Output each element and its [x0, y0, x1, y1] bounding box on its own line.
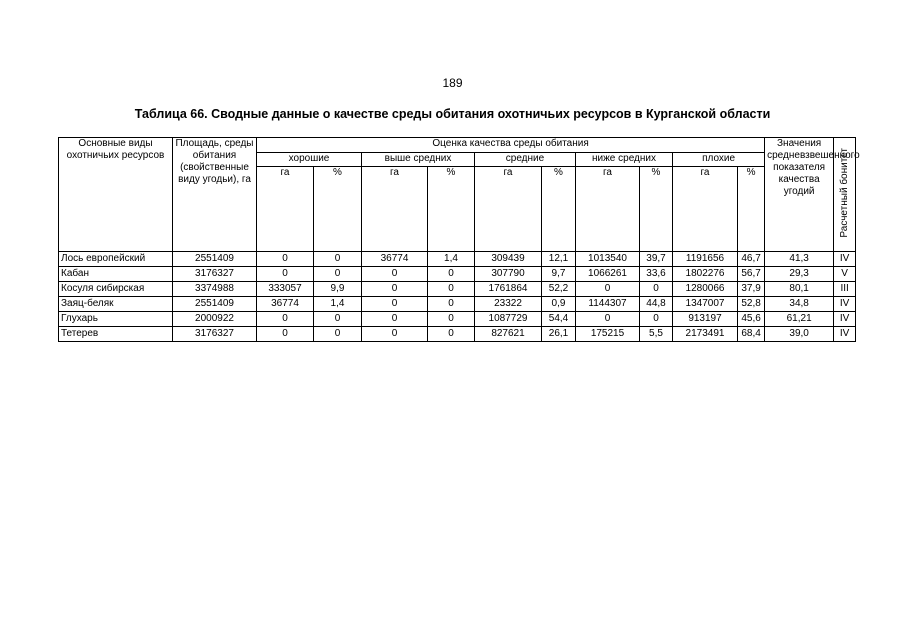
- header-group-bad: плохие: [673, 153, 765, 167]
- header-unit-percent: %: [738, 167, 765, 252]
- cell-bad-ha: 2173491: [673, 327, 738, 342]
- table-row: [59, 252, 856, 267]
- cell-good-pct: 1,4: [314, 297, 362, 312]
- cell-bad-pct: 45,6: [738, 312, 765, 327]
- cell-avg-pct: 0,9: [542, 297, 576, 312]
- cell-below-ha: 0: [576, 282, 640, 297]
- cell-below-ha: 1066261: [576, 267, 640, 282]
- cell-good-ha: 0: [257, 327, 314, 342]
- cell-bonitet: IV: [834, 297, 856, 312]
- cell-bonitet: IV: [834, 327, 856, 342]
- cell-mean: 39,0: [765, 327, 834, 342]
- cell-area: 3176327: [173, 327, 257, 342]
- cell-good-ha: 0: [257, 312, 314, 327]
- cell-avg-pct: 26,1: [542, 327, 576, 342]
- cell-species: Кабан: [59, 267, 173, 282]
- cell-good-pct: 0: [314, 327, 362, 342]
- cell-avg-ha: 23322: [475, 297, 542, 312]
- cell-bad-ha: 1191656: [673, 252, 738, 267]
- cell-good-pct: 9,9: [314, 282, 362, 297]
- cell-species: Лось европейский: [59, 252, 173, 267]
- cell-good-ha: 36774: [257, 297, 314, 312]
- header-unit-percent: %: [428, 167, 475, 252]
- header-area: Площадь, среды обитания (свойственные виду угодьи), га: [173, 138, 257, 252]
- cell-below-ha: 0: [576, 312, 640, 327]
- cell-good-pct: 0: [314, 267, 362, 282]
- cell-above-pct: 0: [428, 297, 475, 312]
- cell-avg-pct: 54,4: [542, 312, 576, 327]
- cell-area: 2000922: [173, 312, 257, 327]
- cell-above-pct: 0: [428, 267, 475, 282]
- cell-good-ha: 333057: [257, 282, 314, 297]
- cell-good-pct: 0: [314, 312, 362, 327]
- header-species: Основные виды охотничьих ресурсов: [59, 138, 173, 252]
- cell-mean: 61,21: [765, 312, 834, 327]
- cell-species: Глухарь: [59, 312, 173, 327]
- header-group-above-average: выше средних: [362, 153, 475, 167]
- header-mean-values: Значения средневзвешенного показателя качества угодий: [765, 138, 834, 252]
- cell-bad-pct: 68,4: [738, 327, 765, 342]
- cell-below-pct: 0: [640, 312, 673, 327]
- cell-avg-pct: 9,7: [542, 267, 576, 282]
- cell-above-ha: 36774: [362, 252, 428, 267]
- cell-bonitet: IV: [834, 252, 856, 267]
- cell-bad-ha: 1347007: [673, 297, 738, 312]
- cell-above-pct: 0: [428, 282, 475, 297]
- cell-avg-ha: 1087729: [475, 312, 542, 327]
- table-title: Таблица 66. Сводные данные о качестве среды обитания охотничьих ресурсов в Курганской области: [134, 107, 771, 121]
- cell-area: 2551409: [173, 252, 257, 267]
- header-group-average: средние: [475, 153, 576, 167]
- cell-below-pct: 44,8: [640, 297, 673, 312]
- cell-above-ha: 0: [362, 327, 428, 342]
- header-bonitet-label: Расчетный бонитет: [838, 147, 850, 238]
- cell-avg-ha: 827621: [475, 327, 542, 342]
- header-unit-ha: га: [673, 167, 738, 252]
- habitat-quality-table: [58, 137, 860, 342]
- cell-above-ha: 0: [362, 297, 428, 312]
- page-number: 189: [442, 76, 463, 90]
- cell-area: 3374988: [173, 282, 257, 297]
- table-row: [59, 297, 856, 312]
- cell-below-ha: 1144307: [576, 297, 640, 312]
- cell-bad-pct: 56,7: [738, 267, 765, 282]
- cell-mean: 41,3: [765, 252, 834, 267]
- cell-bad-pct: 52,8: [738, 297, 765, 312]
- cell-below-pct: 33,6: [640, 267, 673, 282]
- header-unit-percent: %: [314, 167, 362, 252]
- cell-mean: 34,8: [765, 297, 834, 312]
- cell-mean: 80,1: [765, 282, 834, 297]
- cell-avg-ha: 1761864: [475, 282, 542, 297]
- cell-area: 2551409: [173, 297, 257, 312]
- cell-good-pct: 0: [314, 252, 362, 267]
- header-unit-ha: га: [362, 167, 428, 252]
- cell-bad-ha: 913197: [673, 312, 738, 327]
- cell-species: Косуля сибирская: [59, 282, 173, 297]
- header-group-below-average: ниже средних: [576, 153, 673, 167]
- table-body: [59, 252, 856, 342]
- table-row: [59, 282, 856, 297]
- cell-avg-pct: 12,1: [542, 252, 576, 267]
- header-unit-percent: %: [542, 167, 576, 252]
- cell-bad-pct: 46,7: [738, 252, 765, 267]
- cell-above-pct: 0: [428, 327, 475, 342]
- cell-mean: 29,3: [765, 267, 834, 282]
- cell-bad-ha: 1802276: [673, 267, 738, 282]
- header-group-good: хорошие: [257, 153, 362, 167]
- cell-bonitet: V: [834, 267, 856, 282]
- table-row: [59, 312, 856, 327]
- cell-bad-pct: 37,9: [738, 282, 765, 297]
- cell-above-ha: 0: [362, 282, 428, 297]
- cell-below-ha: 1013540: [576, 252, 640, 267]
- table-row: [59, 267, 856, 282]
- cell-species: Тетерев: [59, 327, 173, 342]
- cell-above-pct: 1,4: [428, 252, 475, 267]
- cell-below-pct: 39,7: [640, 252, 673, 267]
- cell-species: Заяц-беляк: [59, 297, 173, 312]
- cell-above-ha: 0: [362, 312, 428, 327]
- table-header: [59, 138, 860, 252]
- cell-above-ha: 0: [362, 267, 428, 282]
- cell-bad-ha: 1280066: [673, 282, 738, 297]
- cell-area: 3176327: [173, 267, 257, 282]
- cell-avg-ha: 309439: [475, 252, 542, 267]
- cell-above-pct: 0: [428, 312, 475, 327]
- header-unit-ha: га: [475, 167, 542, 252]
- header-unit-ha: га: [257, 167, 314, 252]
- cell-below-ha: 175215: [576, 327, 640, 342]
- cell-below-pct: 5,5: [640, 327, 673, 342]
- cell-bonitet: IV: [834, 312, 856, 327]
- cell-good-ha: 0: [257, 252, 314, 267]
- cell-good-ha: 0: [257, 267, 314, 282]
- header-quality-assessment: Оценка качества среды обитания: [257, 138, 765, 153]
- cell-below-pct: 0: [640, 282, 673, 297]
- header-unit-ha: га: [576, 167, 640, 252]
- table-row: [59, 327, 856, 342]
- cell-avg-pct: 52,2: [542, 282, 576, 297]
- cell-bonitet: III: [834, 282, 856, 297]
- cell-avg-ha: 307790: [475, 267, 542, 282]
- header-unit-percent: %: [640, 167, 673, 252]
